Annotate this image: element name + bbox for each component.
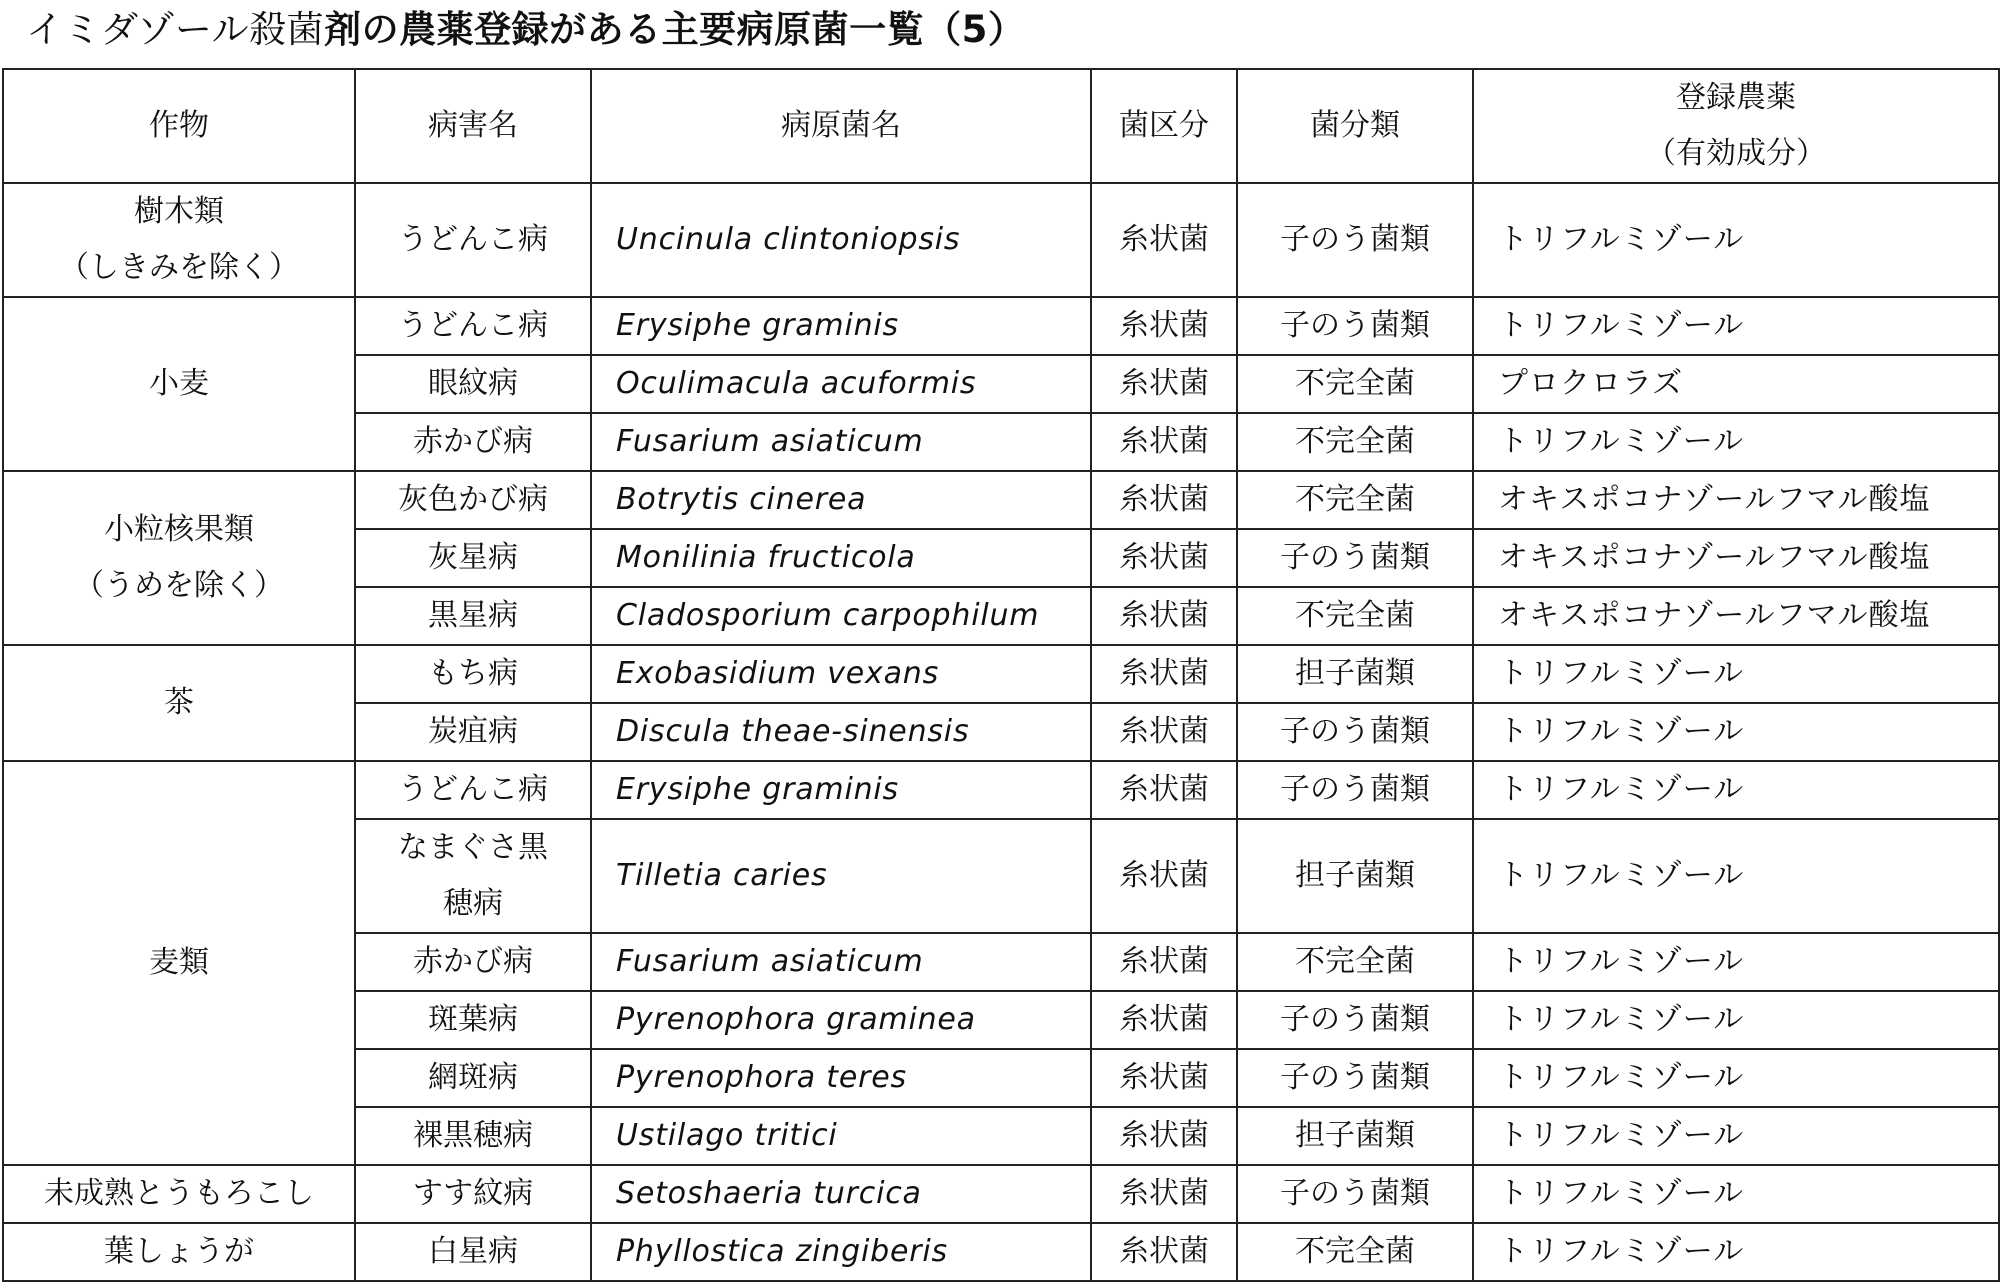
classification-cell: 子のう菌類 [1237, 297, 1473, 355]
classification-cell: 不完全菌 [1237, 413, 1473, 471]
agent-cell: トリフルミゾール [1473, 1107, 1999, 1165]
table-row [3, 183, 1999, 297]
pathogen-cell: Monilinia fructicola [591, 529, 1091, 587]
crop-cell [3, 183, 355, 297]
crop-line: （しきみを除く） [59, 250, 299, 285]
disease-line: 赤かび病 [413, 424, 533, 459]
agent-cell: トリフルミゾール [1473, 1049, 1999, 1107]
pathogen-table [2, 68, 2000, 1282]
pathogen-cell: Uncinula clintoniopsis [591, 183, 1091, 297]
category-cell: 糸状菌 [1091, 1107, 1237, 1165]
category-cell: 糸状菌 [1091, 183, 1237, 297]
category-cell: 糸状菌 [1091, 991, 1237, 1049]
disease-line: 灰星病 [428, 540, 518, 575]
disease-cell [355, 819, 591, 933]
classification-cell: 担子菌類 [1237, 1107, 1473, 1165]
pathogen-cell: Discula theae-sinensis [591, 703, 1091, 761]
category-cell: 糸状菌 [1091, 1049, 1237, 1107]
disease-line: うどんこ病 [398, 222, 548, 257]
category-cell: 糸状菌 [1091, 761, 1237, 819]
pathogen-cell: Fusarium asiaticum [591, 933, 1091, 991]
table-row [3, 761, 1999, 819]
classification-cell: 子のう菌類 [1237, 703, 1473, 761]
header-classification: 菌分類 [1237, 69, 1473, 183]
agent-cell: トリフルミゾール [1473, 933, 1999, 991]
crop-line: 小粒核果類 [104, 512, 254, 547]
classification-cell: 不完全菌 [1237, 471, 1473, 529]
crop-line: 未成熟とうもろこし [44, 1176, 314, 1211]
crop-cell [3, 761, 355, 1165]
disease-cell [355, 1165, 591, 1223]
crop-cell [3, 645, 355, 761]
agent-cell: トリフルミゾール [1473, 645, 1999, 703]
agent-cell: トリフルミゾール [1473, 1223, 1999, 1281]
page-title-part1: イミダゾール殺菌 [26, 8, 325, 51]
header-category: 菌区分 [1091, 69, 1237, 183]
disease-cell [355, 355, 591, 413]
classification-cell: 担子菌類 [1237, 819, 1473, 933]
crop-cell [3, 1223, 355, 1281]
disease-cell [355, 1223, 591, 1281]
table-row [3, 645, 1999, 703]
classification-cell: 不完全菌 [1237, 933, 1473, 991]
category-cell: 糸状菌 [1091, 297, 1237, 355]
crop-line: （うめを除く） [74, 568, 284, 603]
disease-line: うどんこ病 [398, 772, 548, 807]
header-pathogen: 病原菌名 [591, 69, 1091, 183]
crop-cell [3, 297, 355, 471]
table-row [3, 297, 1999, 355]
agent-cell: トリフルミゾール [1473, 1165, 1999, 1223]
disease-cell [355, 587, 591, 645]
disease-cell [355, 933, 591, 991]
disease-cell [355, 761, 591, 819]
table-row [3, 471, 1999, 529]
agent-cell: トリフルミゾール [1473, 761, 1999, 819]
category-cell: 糸状菌 [1091, 1223, 1237, 1281]
classification-cell: 不完全菌 [1237, 1223, 1473, 1281]
disease-line: 赤かび病 [413, 944, 533, 979]
disease-line: 眼紋病 [428, 366, 518, 401]
pathogen-cell: Pyrenophora teres [591, 1049, 1091, 1107]
classification-cell: 子のう菌類 [1237, 183, 1473, 297]
pathogen-cell: Tilletia caries [591, 819, 1091, 933]
table-row [3, 1223, 1999, 1281]
classification-cell: 子のう菌類 [1237, 991, 1473, 1049]
agent-cell: オキスポコナゾールフマル酸塩 [1473, 587, 1999, 645]
classification-cell: 子のう菌類 [1237, 1165, 1473, 1223]
pathogen-cell: Cladosporium carpophilum [591, 587, 1091, 645]
pathogen-cell: Botrytis cinerea [591, 471, 1091, 529]
table-body [3, 183, 1999, 1281]
disease-line: 穂病 [443, 886, 503, 921]
category-cell: 糸状菌 [1091, 933, 1237, 991]
category-cell: 糸状菌 [1091, 355, 1237, 413]
agent-cell: トリフルミゾール [1473, 819, 1999, 933]
classification-cell: 不完全菌 [1237, 587, 1473, 645]
disease-cell [355, 1107, 591, 1165]
crop-line: 葉しょうが [104, 1234, 254, 1269]
pathogen-cell: Ustilago tritici [591, 1107, 1091, 1165]
category-cell: 糸状菌 [1091, 529, 1237, 587]
disease-cell [355, 529, 591, 587]
disease-cell [355, 703, 591, 761]
disease-line: すす紋病 [412, 1176, 534, 1211]
pathogen-cell: Erysiphe graminis [591, 761, 1091, 819]
category-cell: 糸状菌 [1091, 413, 1237, 471]
category-cell: 糸状菌 [1091, 1165, 1237, 1223]
classification-cell: 子のう菌類 [1237, 529, 1473, 587]
agent-cell: トリフルミゾール [1473, 991, 1999, 1049]
pathogen-cell: Fusarium asiaticum [591, 413, 1091, 471]
disease-cell [355, 645, 591, 703]
classification-cell: 担子菌類 [1237, 645, 1473, 703]
classification-cell: 子のう菌類 [1237, 761, 1473, 819]
pathogen-cell: Setoshaeria turcica [591, 1165, 1091, 1223]
disease-cell [355, 471, 591, 529]
agent-cell: トリフルミゾール [1473, 183, 1999, 297]
table-row [3, 1165, 1999, 1223]
disease-line: 裸黒穂病 [413, 1118, 533, 1153]
classification-cell: 子のう菌類 [1237, 1049, 1473, 1107]
category-cell: 糸状菌 [1091, 703, 1237, 761]
disease-line: 灰色かび病 [398, 482, 548, 517]
pathogen-cell: Exobasidium vexans [591, 645, 1091, 703]
category-cell: 糸状菌 [1091, 819, 1237, 933]
disease-line: なまぐさ黒 [398, 830, 548, 865]
crop-cell [3, 471, 355, 645]
pathogen-cell: Erysiphe graminis [591, 297, 1091, 355]
crop-cell [3, 1165, 355, 1223]
pathogen-cell: Phyllostica zingiberis [591, 1223, 1091, 1281]
pathogen-cell: Pyrenophora graminea [591, 991, 1091, 1049]
page-title [26, 4, 1025, 56]
disease-line: 白星病 [428, 1234, 518, 1269]
page-title-part2: 剤の農薬登録がある主要病原菌一覧（5） [324, 8, 1026, 51]
disease-line: 網斑病 [428, 1060, 518, 1095]
disease-cell [355, 991, 591, 1049]
crop-line: 樹木類 [134, 194, 224, 229]
disease-line: うどんこ病 [398, 308, 548, 343]
pathogen-cell: Oculimacula acuformis [591, 355, 1091, 413]
disease-cell [355, 183, 591, 297]
agent-cell: オキスポコナゾールフマル酸塩 [1473, 529, 1999, 587]
disease-line: 黒星病 [428, 598, 518, 633]
disease-cell [355, 413, 591, 471]
category-cell: 糸状菌 [1091, 645, 1237, 703]
category-cell: 糸状菌 [1091, 471, 1237, 529]
header-disease: 病害名 [355, 69, 591, 183]
header-row [3, 69, 1999, 183]
agent-cell: オキスポコナゾールフマル酸塩 [1473, 471, 1999, 529]
category-cell: 糸状菌 [1091, 587, 1237, 645]
agent-cell: プロクロラズ [1473, 355, 1999, 413]
disease-cell [355, 297, 591, 355]
disease-cell [355, 1049, 591, 1107]
crop-line: 小麦 [149, 366, 209, 401]
disease-line: もち病 [428, 656, 518, 691]
disease-line: 斑葉病 [428, 1002, 518, 1037]
disease-line: 炭疽病 [428, 714, 518, 749]
header-agent [1473, 69, 1999, 183]
header-crop: 作物 [3, 69, 355, 183]
header-agent-line2: （有効成分） [1646, 136, 1826, 171]
agent-cell: トリフルミゾール [1473, 297, 1999, 355]
classification-cell: 不完全菌 [1237, 355, 1473, 413]
agent-cell: トリフルミゾール [1473, 703, 1999, 761]
agent-cell: トリフルミゾール [1473, 413, 1999, 471]
crop-line: 茶 [164, 685, 194, 720]
crop-line: 麦類 [149, 945, 209, 980]
header-agent-line1: 登録農薬 [1676, 80, 1796, 115]
